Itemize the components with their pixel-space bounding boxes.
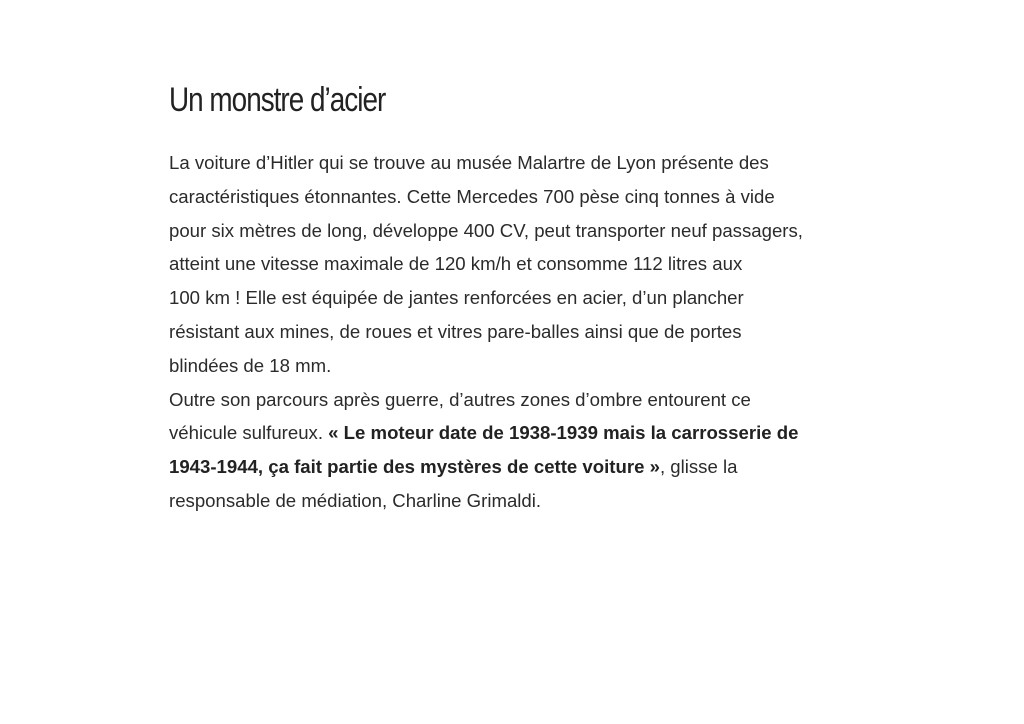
text-line: résistant aux mines, de roues et vitres pare-balles ainsi que de portes [169, 320, 742, 342]
paragraph-mysteries [169, 383, 939, 518]
text-line: blindées de 18 mm. [169, 354, 332, 376]
text-segment: véhicule sulfureux. [169, 422, 329, 444]
text-line: responsable de médiation, Charline Grimaldi. [169, 489, 542, 511]
quote-text: 1943-1944, ça fait partie des mystères de cette voiture » [169, 456, 660, 478]
article-title: Un monstre d’acier [169, 81, 386, 119]
text-line [169, 450, 939, 484]
text-line: atteint une vitesse maximale de 120 km/h et consomme 112 litres aux [169, 253, 743, 275]
article [169, 78, 939, 518]
text-line [169, 416, 939, 450]
paragraph-car-characteristics [169, 146, 939, 383]
article-body [169, 146, 939, 518]
text-segment: , glisse la [659, 456, 738, 478]
text-line: 100 km ! Elle est équipée de jantes renforcées en acier, d’un plancher [169, 287, 744, 309]
text-line: caractéristiques étonnantes. Cette Mercedes 700 pèse cinq tonnes à vide [169, 185, 775, 207]
text-line: pour six mètres de long, développe 400 CV, peut transporter neuf passagers, [169, 219, 803, 241]
quote-text: « Le moteur date de 1938-1939 mais la carrosserie de [328, 422, 799, 444]
text-line: Outre son parcours après guerre, d’autres zones d’ombre entourent ce [169, 388, 751, 410]
text-line: La voiture d’Hitler qui se trouve au musée Malartre de Lyon présente des [169, 152, 769, 173]
